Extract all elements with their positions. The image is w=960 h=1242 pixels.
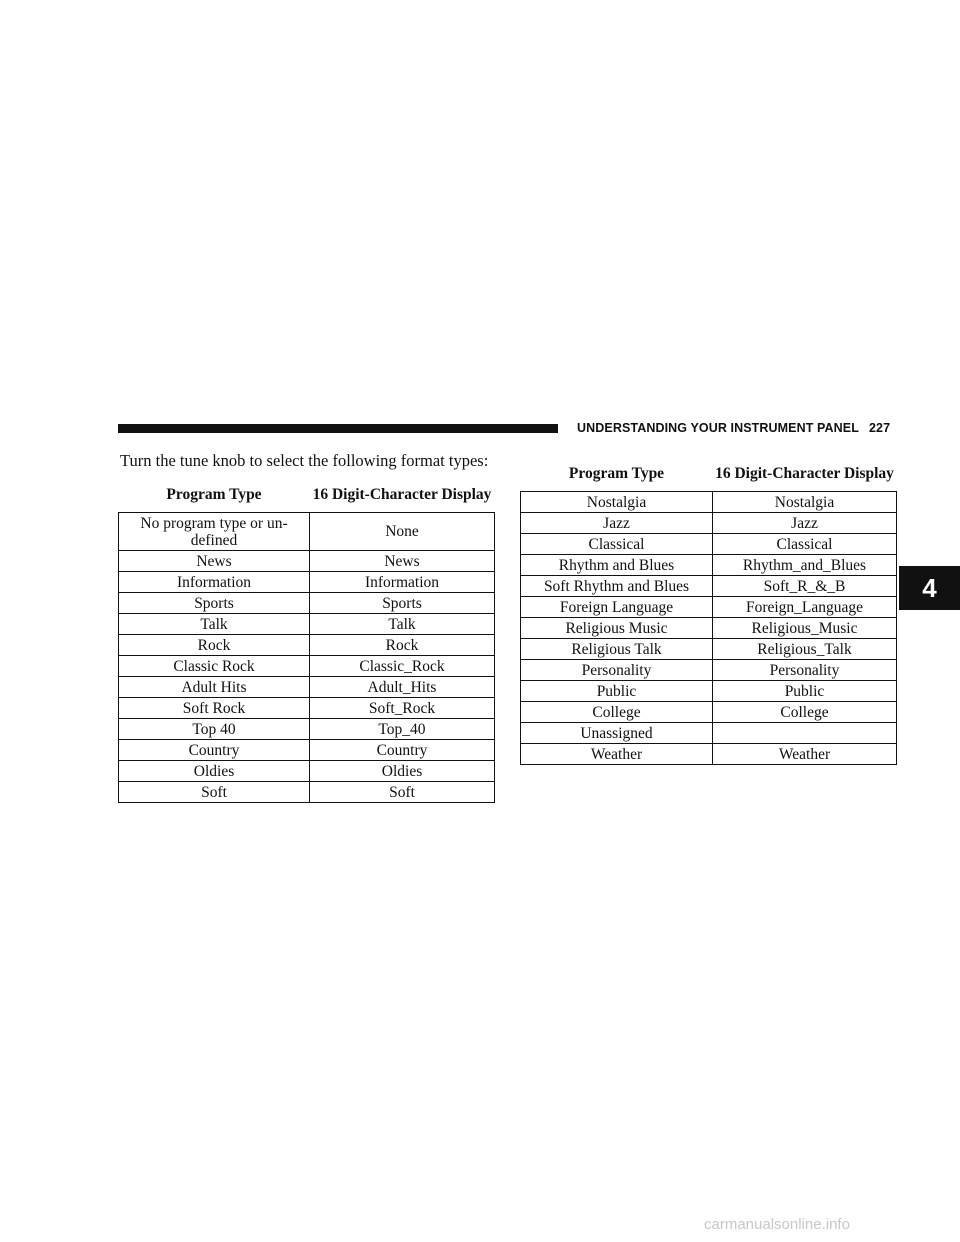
display-cell: Rhythm_and_Blues — [713, 555, 897, 576]
display-cell: Personality — [713, 660, 897, 681]
display-cell: Jazz — [713, 513, 897, 534]
page-number: 227 — [868, 421, 891, 435]
table-row — [521, 513, 897, 534]
display-cell: Country — [310, 740, 495, 761]
program-type-cell: Weather — [521, 744, 713, 765]
program-type-cell: Personality — [521, 660, 713, 681]
program-type-cell: College — [521, 702, 713, 723]
display-cell: Talk — [310, 614, 495, 635]
program-type-cell: Country — [119, 740, 310, 761]
program-type-cell: Public — [521, 681, 713, 702]
chapter-tab: 4 — [899, 566, 960, 610]
table-row — [119, 782, 495, 803]
program-type-cell: Unassigned — [521, 723, 713, 744]
program-type-cell: Soft Rhythm and Blues — [521, 576, 713, 597]
table-row — [119, 740, 495, 761]
display-cell — [713, 723, 897, 744]
display-cell: Soft — [310, 782, 495, 803]
watermark: carmanualsonline.info — [704, 1216, 850, 1233]
table-row — [521, 492, 897, 513]
display-cell: None — [310, 513, 495, 551]
program-type-cell: Top 40 — [119, 719, 310, 740]
format-types-table-1 — [118, 476, 495, 803]
display-cell: Soft_R_&_B — [713, 576, 897, 597]
display-cell: Oldies — [310, 761, 495, 782]
program-type-cell: Sports — [119, 593, 310, 614]
program-type-cell: Soft — [119, 782, 310, 803]
table-row — [521, 660, 897, 681]
table-row — [119, 698, 495, 719]
table-row — [119, 513, 495, 551]
display-cell: Adult_Hits — [310, 677, 495, 698]
table-row — [119, 635, 495, 656]
table-row — [521, 639, 897, 660]
header-rule — [118, 424, 558, 433]
program-type-cell: Religious Music — [521, 618, 713, 639]
display-cell: Information — [310, 572, 495, 593]
program-type-cell: Classic Rock — [119, 656, 310, 677]
display-cell: Religious_Music — [713, 618, 897, 639]
table-row — [521, 681, 897, 702]
display-cell: Public — [713, 681, 897, 702]
display-cell: Weather — [713, 744, 897, 765]
running-header — [577, 421, 890, 435]
column-header-program-type: Program Type — [119, 476, 310, 513]
table-row — [521, 597, 897, 618]
table-row — [119, 677, 495, 698]
display-cell: Classical — [713, 534, 897, 555]
program-type-cell: Talk — [119, 614, 310, 635]
table-row — [119, 761, 495, 782]
display-cell: Rock — [310, 635, 495, 656]
program-type-cell: Rock — [119, 635, 310, 656]
table-header-row — [521, 455, 897, 492]
table-row — [521, 702, 897, 723]
display-cell: News — [310, 551, 495, 572]
program-type-cell: Soft Rock — [119, 698, 310, 719]
column-header-program-type: Program Type — [521, 455, 713, 492]
table-row — [119, 614, 495, 635]
program-type-cell: Rhythm and Blues — [521, 555, 713, 576]
table-row — [521, 576, 897, 597]
program-type-cell: Information — [119, 572, 310, 593]
display-cell: Classic_Rock — [310, 656, 495, 677]
table-row — [521, 618, 897, 639]
section-title: UNDERSTANDING YOUR INSTRUMENT PANEL — [577, 421, 859, 435]
program-type-cell: Classical — [521, 534, 713, 555]
display-cell: Top_40 — [310, 719, 495, 740]
table-row — [521, 744, 897, 765]
intro-text: Turn the tune knob to select the following format types: — [120, 451, 489, 470]
table-row — [521, 723, 897, 744]
table-header-row — [119, 476, 495, 513]
display-cell: College — [713, 702, 897, 723]
table-row — [119, 719, 495, 740]
column-header-display: 16 Digit-Character Display — [310, 476, 495, 513]
program-type-cell: News — [119, 551, 310, 572]
program-type-cell: Oldies — [119, 761, 310, 782]
display-cell: Sports — [310, 593, 495, 614]
table-row — [119, 593, 495, 614]
table-row — [521, 555, 897, 576]
display-cell: Soft_Rock — [310, 698, 495, 719]
format-types-table-2 — [520, 455, 897, 765]
program-type-cell: Jazz — [521, 513, 713, 534]
column-header-display: 16 Digit-Character Display — [713, 455, 897, 492]
program-type-cell: Adult Hits — [119, 677, 310, 698]
table-row — [119, 551, 495, 572]
table-row — [119, 656, 495, 677]
program-type-cell: Nostalgia — [521, 492, 713, 513]
table-row — [119, 572, 495, 593]
display-cell: Nostalgia — [713, 492, 897, 513]
program-type-cell: No program type or un-defined — [119, 513, 310, 551]
display-cell: Foreign_Language — [713, 597, 897, 618]
table-row — [521, 534, 897, 555]
program-type-cell: Religious Talk — [521, 639, 713, 660]
display-cell: Religious_Talk — [713, 639, 897, 660]
program-type-cell: Foreign Language — [521, 597, 713, 618]
